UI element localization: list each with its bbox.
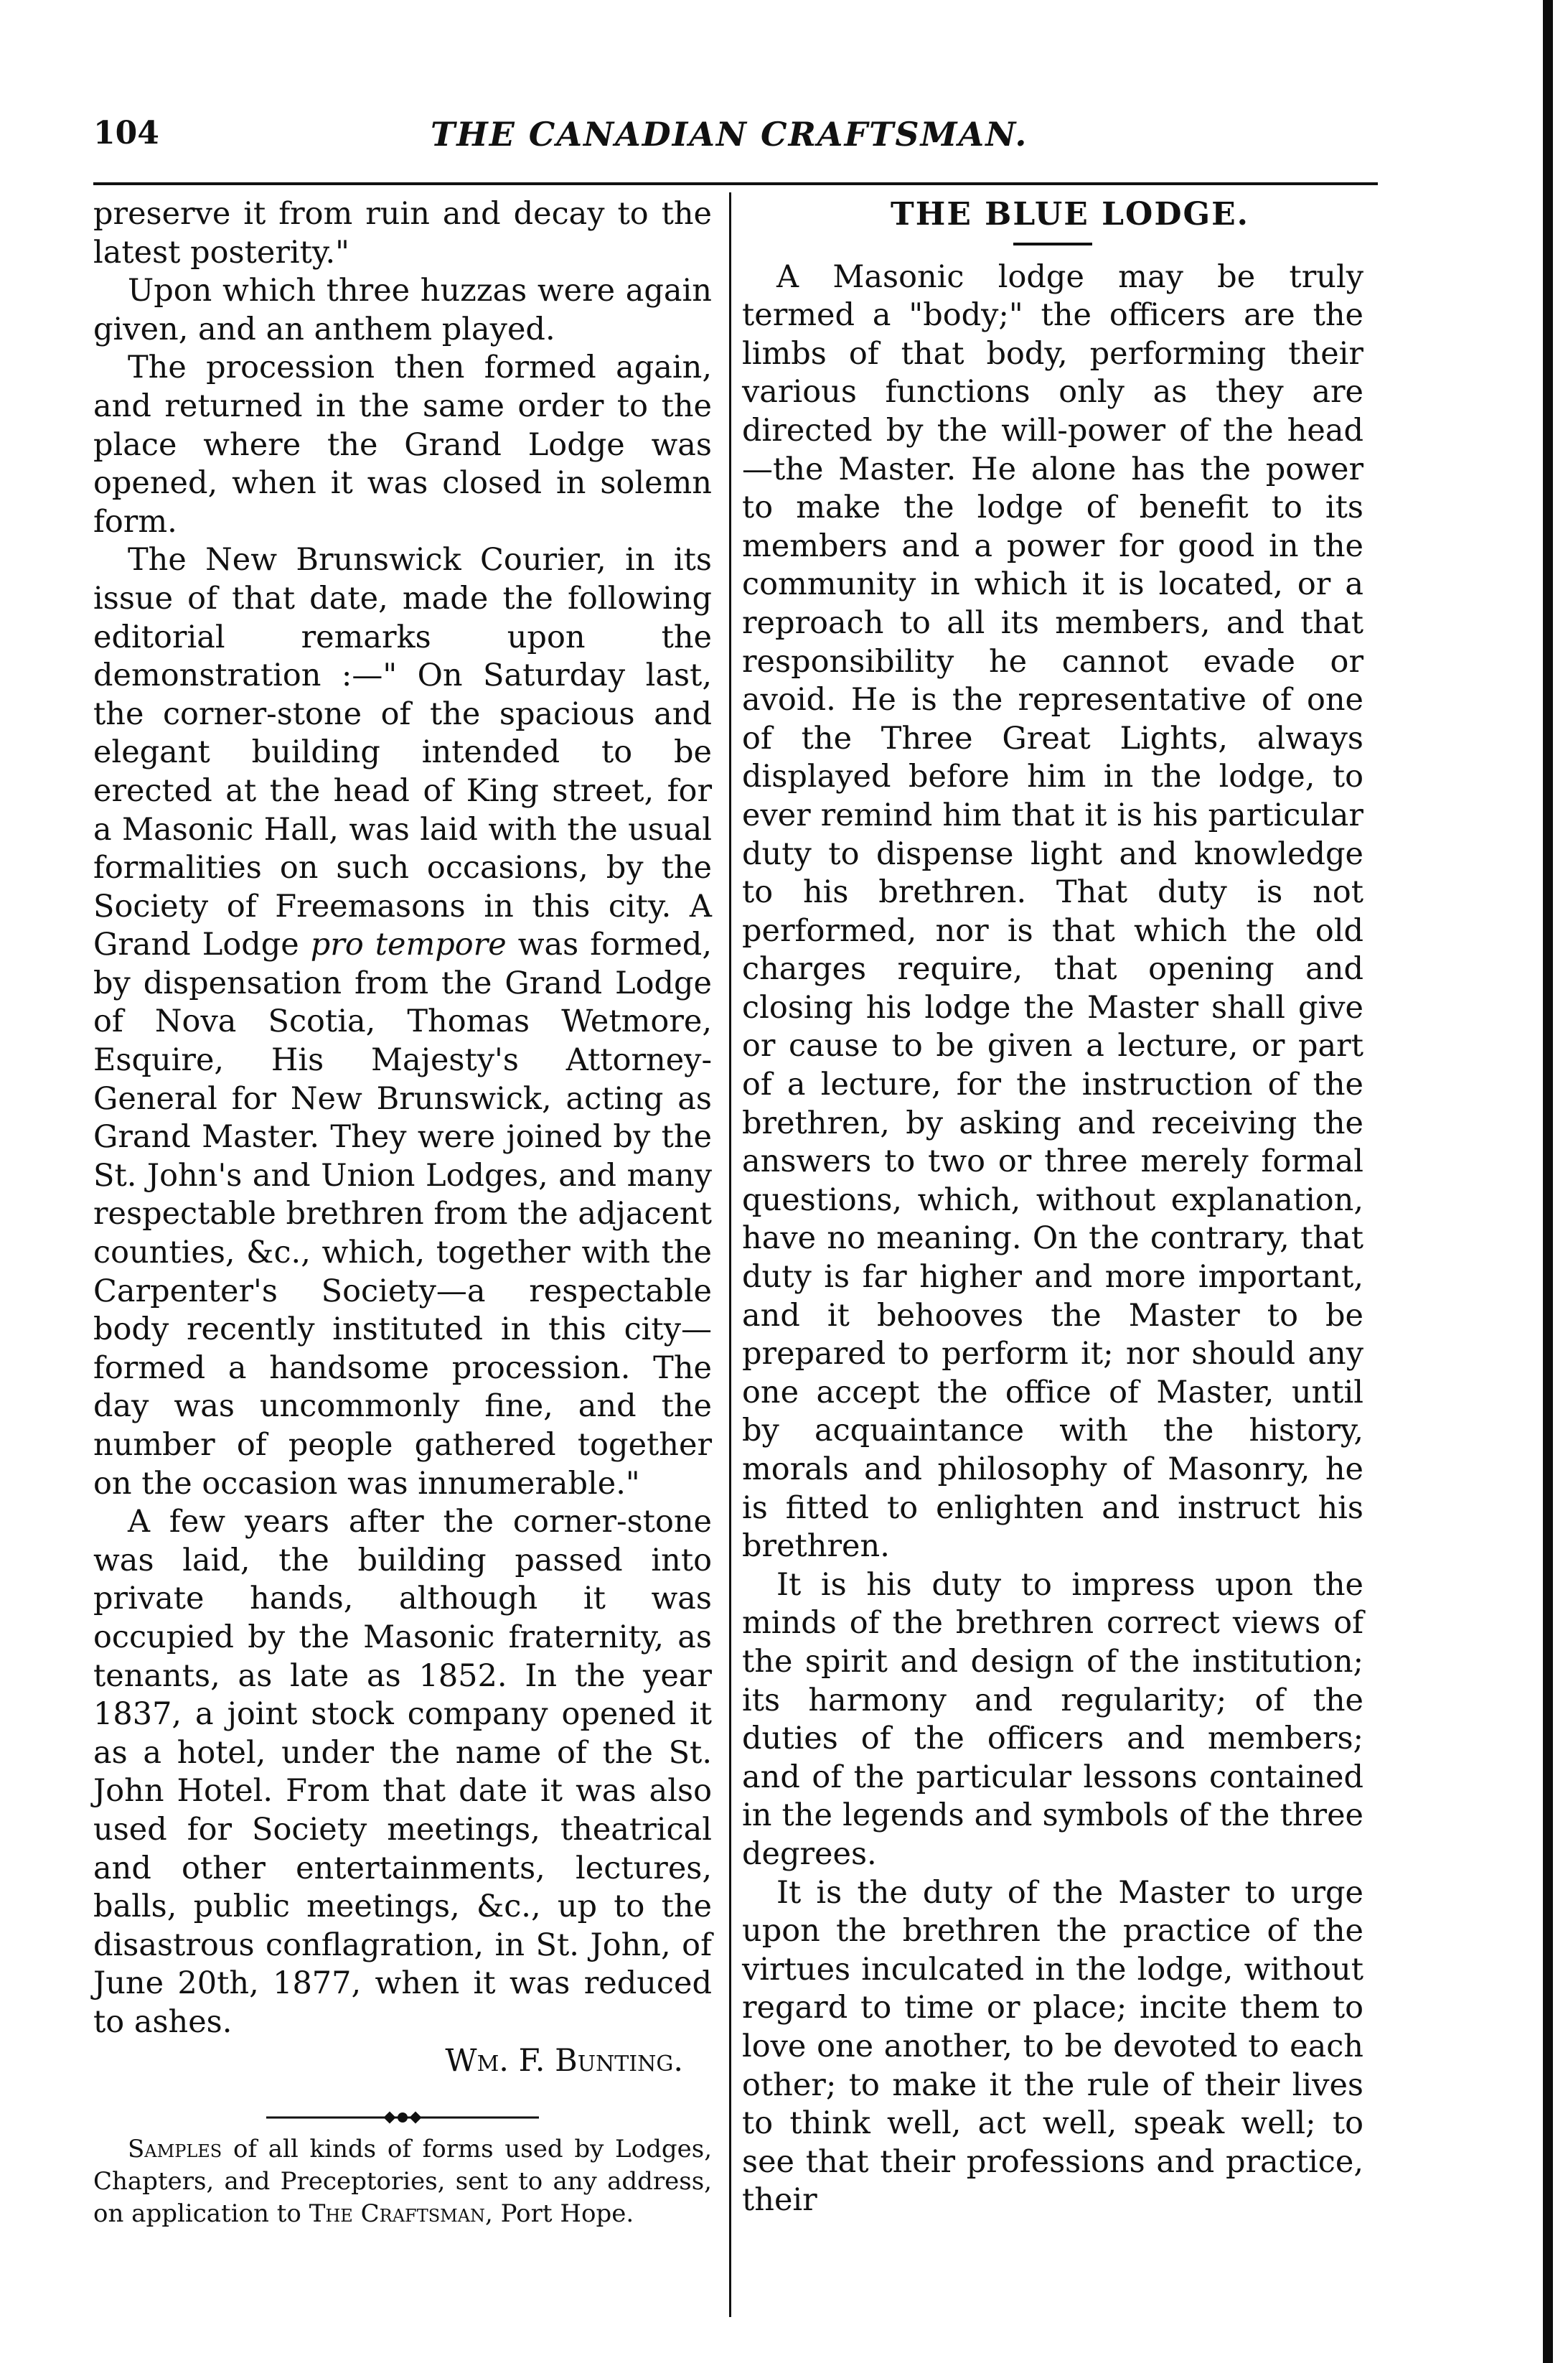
heading-rule — [1013, 243, 1092, 245]
right-paragraph-3: It is the duty of the Master to urge upon the brethren the practice of the virtues inculcated in the lodge, without regard to time or place; incite them to love one another, to be devoted to each other; to make it the rule of their lives to think well, act well, speak well; to see that their professions and practice, their — [742, 1874, 1363, 2219]
right-paragraph-1: A Masonic lodge may be truly termed a "body;" the officers are the limbs of that body, performing their various functions only as they are directed by the will-power of the head—the Master. He alone has the power to make the lodge of benefit to its members and a power for good in the community in which it is located, or a reproach to all its members, and that responsibility he cannot evade or avoid. He is the representative of one of the Three Great Lights, always displayed before him in the lodge, to ever remind him that it is his particular duty to dispense light and knowledge to his brethren. That duty is not performed, nor is that which the old charges require, that opening and closing his lodge the Master shall give or cause to be given a lecture, or part of a lecture, for the instruction of the brethren, by asking and receiving the answers to two or three merely formal questions, which, without explanation, have no meaning. On the contrary, that duty is far higher and more important, and it behooves the Master to be prepared to perform it; nor should any one accept the office of Master, until by acquaintance with the history, morals and philosophy of Masonry, he is fitted to enlighten and instruct his brethren. — [742, 258, 1363, 1565]
courier-text-end: was formed, by dispensation from the Grand Lodge of Nova Scotia, Thomas Wetmore, Esquire, His Majesty's Attorney-General for New Brunswick, acting as Grand Master. They were joined by the St. John's and Union Lodges, and many respectable brethren from the adjacent counties, &c., which, together with the Carpenter's Society—a respectable body recently instituted in this city—formed a handsome procession. The day was uncommonly fine, and the number of people gathered together on the occasion was innumerable." — [93, 927, 712, 1502]
section-divider-ornament — [93, 2096, 712, 2125]
notice-lead: Samples — [128, 2135, 222, 2164]
left-column — [93, 195, 712, 2230]
scan-edge-bar — [1543, 0, 1553, 2363]
notice-journal-name: The Craftsman — [309, 2199, 486, 2229]
left-paragraph-3: The procession then formed again, and returned in the same order to the place where the Grand Lodge was opened, when it was closed in solemn form. — [93, 350, 712, 540]
courier-text-start: The New Brunswick Courier, in its issue of that date, made the following editorial remarks upon the demonstration :—" On Saturday last, the corner-stone of the spacious and elegant building intended to be erected at the head of King street, for a Masonic Hall, was laid with the usual formalities on such occasions, by the Society of Freemasons in this city. A Grand Lodge — [93, 542, 712, 963]
running-title: THE CANADIAN CRAFTSMAN. — [431, 115, 1028, 154]
left-paragraph-2: Upon which three huzzas were again given, and an anthem played. — [93, 273, 712, 347]
page-number: 104 — [93, 115, 159, 151]
right-column — [742, 195, 1363, 2220]
header-rule — [93, 182, 1378, 185]
forms-notice — [93, 2133, 712, 2230]
left-paragraph-1: preserve it from ruin and decay to the latest posterity." — [93, 196, 712, 271]
pro-tempore-italic: pro tempore — [310, 927, 507, 963]
author-signature: Wm. F. Bunting. — [445, 2042, 683, 2079]
notice-end: , Port Hope. — [485, 2199, 634, 2229]
left-paragraph-5: A few years after the corner-stone was laid, the building passed into private hands, although it was occupied by the Masonic fraternity, as tenants, as late as 1852. In the year 1837, a joint stock company opened it as a hotel, under the name of the St. John Hotel. From that date it was also used for Society meetings, theatrical and other entertainments, lectures, balls, public meetings, &c., up to the disastrous conflagration, in St. John, of June 20th, 1877, when it was reduced to ashes. — [93, 1504, 712, 2040]
notice-body: of all kinds of forms used by Lodges, Chapters, and Preceptories, sent to any address, on application to — [93, 2135, 712, 2229]
article-heading: THE BLUE LODGE. — [891, 196, 1249, 233]
page-header — [93, 108, 1356, 172]
column-divider — [729, 192, 731, 2317]
right-paragraph-2: It is his duty to impress upon the minds of the brethren correct views of the spirit and design of the institution; its harmony and regularity; of the duties of the officers and members; and of the particular lessons contained in the legends and symbols of the three degrees. — [742, 1566, 1363, 1872]
left-paragraph-4 — [93, 541, 712, 1503]
